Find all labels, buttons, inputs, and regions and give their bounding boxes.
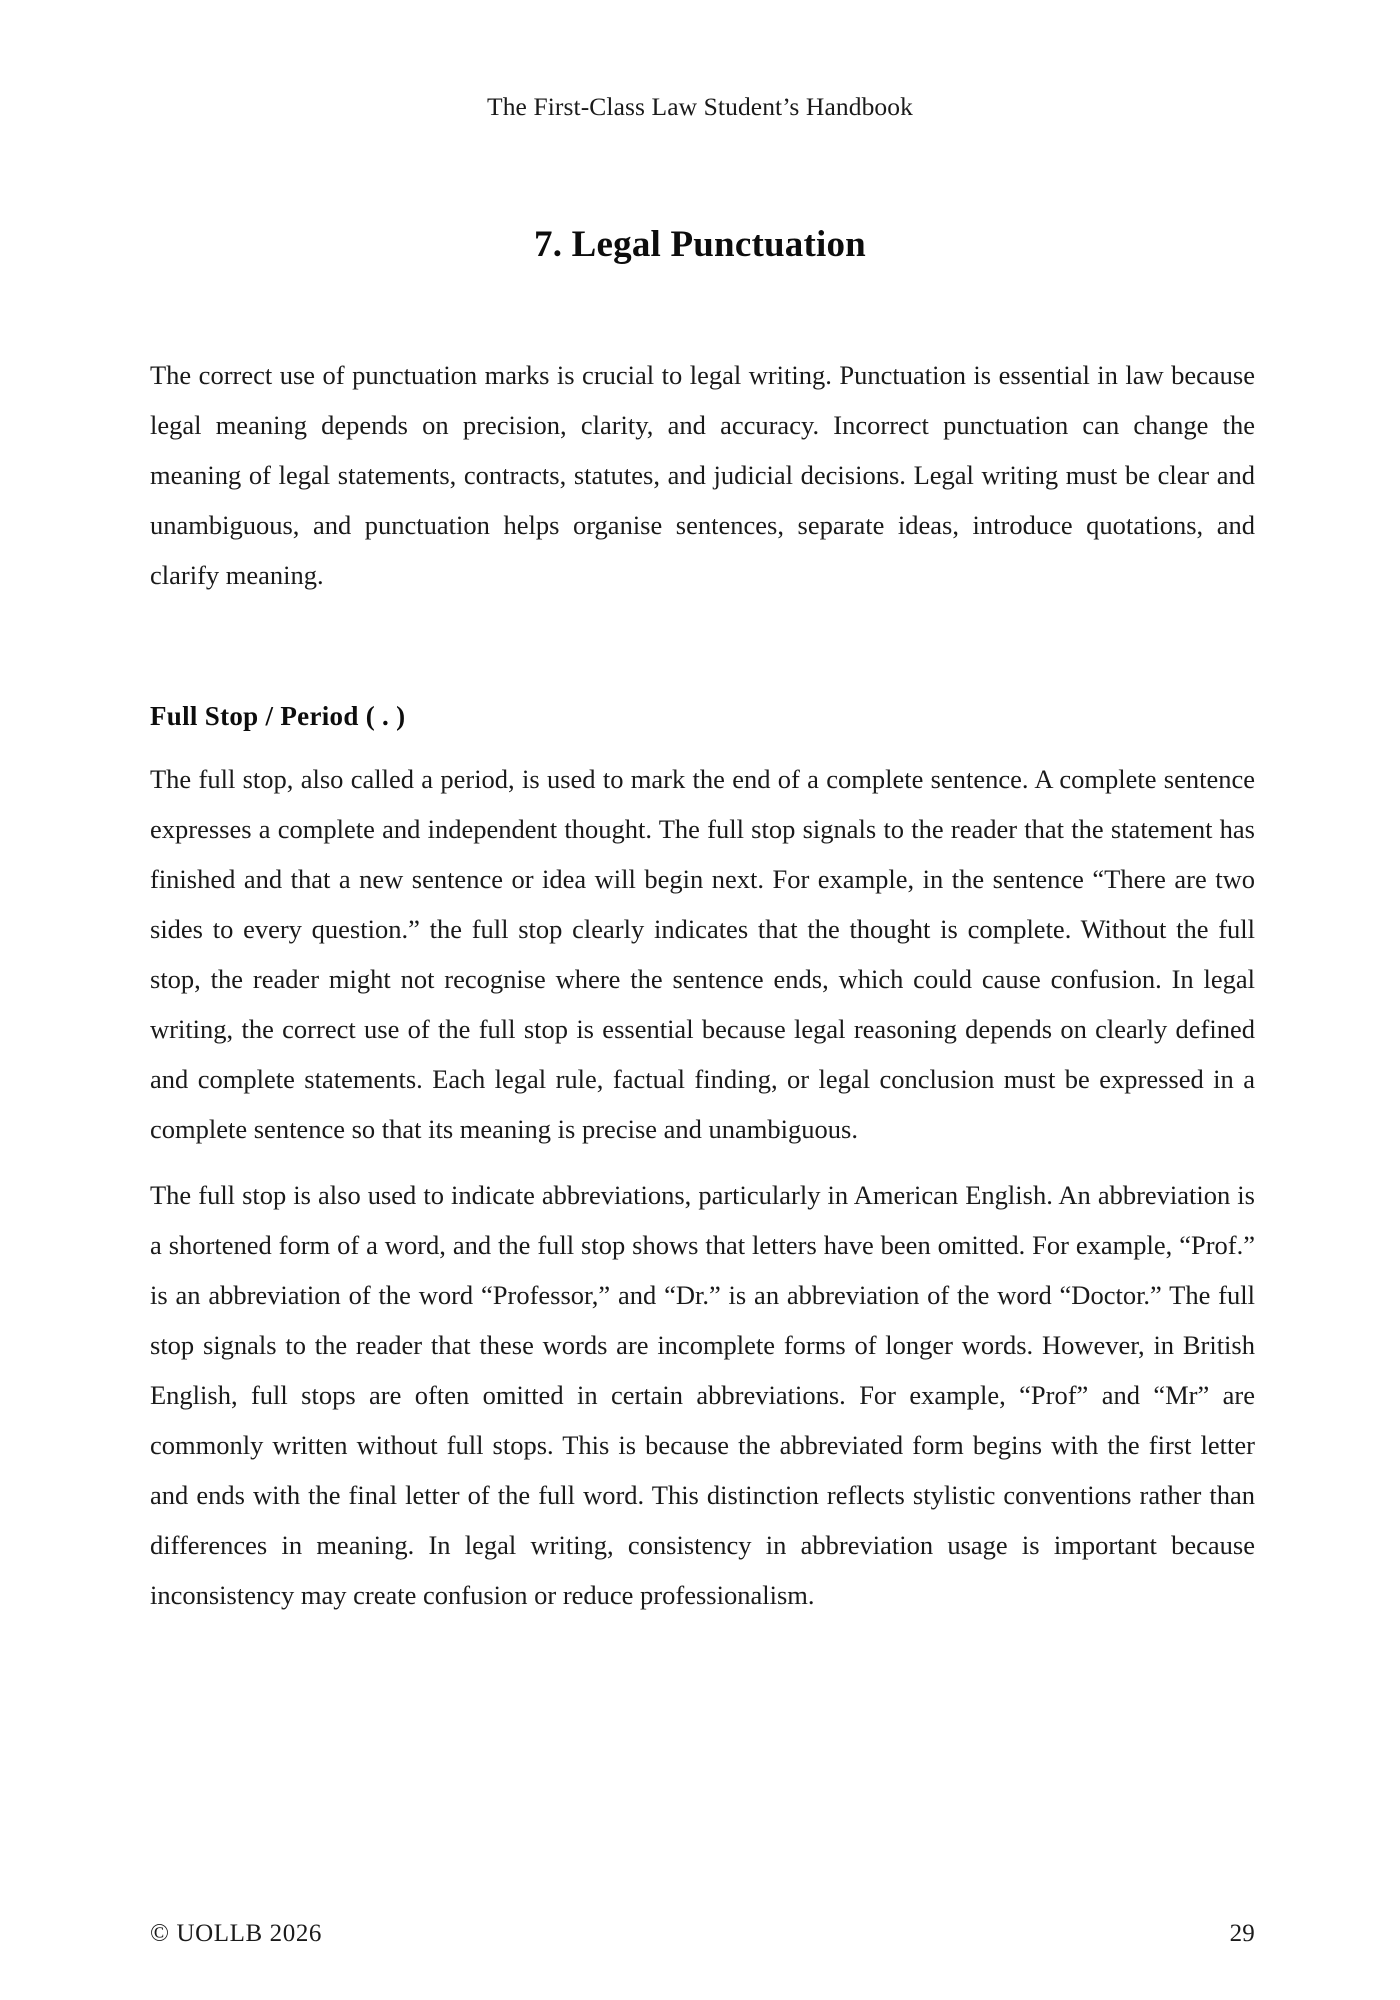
subheading-full-stop: Full Stop / Period ( . ) xyxy=(150,701,406,731)
section-spacer xyxy=(150,600,1255,694)
page-body xyxy=(150,350,1255,1620)
footer-page-number: 29 xyxy=(1229,1920,1255,1947)
running-header: The First-Class Law Student’s Handbook xyxy=(487,92,913,121)
chapter-title: 7. Legal Punctuation xyxy=(534,223,866,265)
paragraph-full-stop-1: The full stop, also called a period, is used to mark the end of a complete sentence. A complete sentence expresses a complete and independent thought. The full stop signals to the reader that the statement has finished and that a new sentence or idea will begin next. For example, in the sentence “There are two sides to every question.” the full stop clearly indicates that the thought is complete. Without the full stop, the reader might not recognise where the sentence ends, which could cause confusion. In legal writing, the correct use of the full stop is essential because legal reasoning depends on clearly defined and complete statements. Each legal rule, factual finding, or legal conclusion must be expressed in a complete sentence so that its meaning is precise and unambiguous. xyxy=(150,764,1255,1144)
paragraph-spacer xyxy=(150,1154,1255,1170)
paragraph-intro: The correct use of punctuation marks is crucial to legal writing. Punctuation is essential in law because legal meaning depends on precision, clarity, and accuracy. Incorrect punctuation can change the meaning of legal statements, contracts, statutes, and judicial decisions. Legal writing must be clear and unambiguous, and punctuation helps organise sentences, separate ideas, introduce quotations, and clarify meaning. xyxy=(150,360,1255,590)
footer-copyright: © UOLLB 2026 xyxy=(150,1920,323,1947)
paragraph-full-stop-2: The full stop is also used to indicate abbreviations, particularly in American English. An abbreviation is a shortened form of a word, and the full stop shows that letters have been omitted. For example, “Prof.” is an abbreviation of the word “Professor,” and “Dr.” is an abbreviation of the word “Doctor.” The full stop signals to the reader that these words are incomplete forms of longer words. However, in British English, full stops are often omitted in certain abbreviations. For example, “Prof” and “Mr” are commonly written without full stops. This is because the abbreviated form begins with the first letter and ends with the final letter of the full word. This distinction reflects stylistic conventions rather than differences in meaning. In legal writing, consistency in abbreviation usage is important because inconsistency may create confusion or reduce professionalism. xyxy=(150,1180,1255,1610)
heading-spacer xyxy=(150,738,1255,754)
page-footer xyxy=(150,1920,1255,1948)
